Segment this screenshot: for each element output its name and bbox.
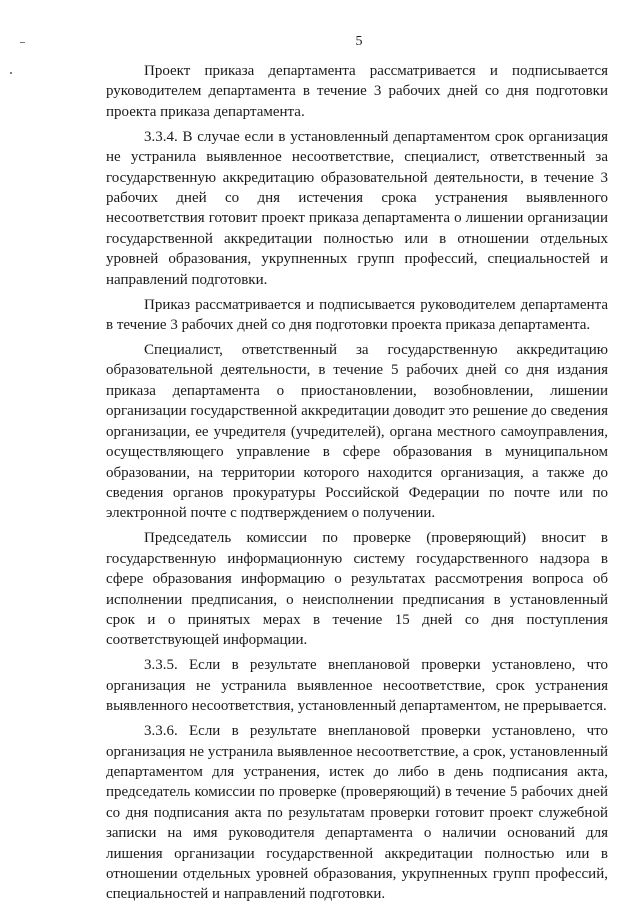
paragraph-commission-chair: Председатель комиссии по проверке (проверяющий) вносит в государственную информационную систему государственного надзора в сфере образования информацию о результатах рассмотрения вопроса об исполнении предписания, о неисполнении предписания в установленный срок и о принятых мерах в течение 15 дней со дня поступления соответствующей информации. <box>106 530 608 649</box>
paragraph-3-3-4: 3.3.4. В случае если в установленный департаментом срок организация не устранила выявленное несоответствие, специалист, ответственный за государственную аккредитацию образовательной деятельности, в течение 3 рабочих дней со дня истечения срока устранения выявленного несоответствия готовит проект приказа департамента о лишении организации государственной аккредитации полностью или в отношении отдельных уровней образования, укрупненных групп профессий, специальностей и направлений подготовки. <box>106 128 608 288</box>
paragraph-order-signing: Приказ рассматривается и подписывается руководителем департамента в течение 3 рабочих дней со дня подготовки проекта приказа департамента. <box>106 296 608 334</box>
paragraph-specialist-notification: Специалист, ответственный за государственную аккредитацию образовательной деятельности, в течение 5 рабочих дней со дня издания приказа департамента о приостановлении, возобновлении, лишении организации государственной аккредитации доводит это решение до сведения организации, ее учредителя (учредителей), органа местного самоуправления, осуществляющего управление в сфере образования в муниципальном образовании, на территории которого находится организация, а также до сведения органов прокуратуры Российской Федерации по почте или по электронной почте с подтверждением о получении. <box>106 342 608 522</box>
scan-dot <box>10 72 12 74</box>
paragraph-3-3-5: 3.3.5. Если в результате внеплановой проверки установлено, что организация не устранила выявленное несоответствие, срок устранения выявленного несоответствия, установленный департаментом, не прерывается. <box>106 657 608 715</box>
paragraph-order-review: Проект приказа департамента рассматривается и подписывается руководителем департамента в течение 3 рабочих дней со дня подготовки проекта приказа департамента. <box>106 63 608 120</box>
page-number: 5 <box>355 34 363 49</box>
document-body <box>106 61 608 905</box>
paragraph-3-3-6: 3.3.6. Если в результате внеплановой проверки установлено, что организация не устранила выявленное несоответствие, а срок, установленный департаментом для устранения, истек до либо в день подписания акта, председатель комиссии по проверке (проверяющий) в течение 5 рабочих дней со дня подписания акта по результатам проверки готовит проект служебной записки на имя руководителя департамента о наличии оснований для лишения организации государственной аккредитации полностью или в отношении отдельных уровней образования, укрупненных групп профессий, специальностей и направлений подготовки. <box>106 723 608 903</box>
